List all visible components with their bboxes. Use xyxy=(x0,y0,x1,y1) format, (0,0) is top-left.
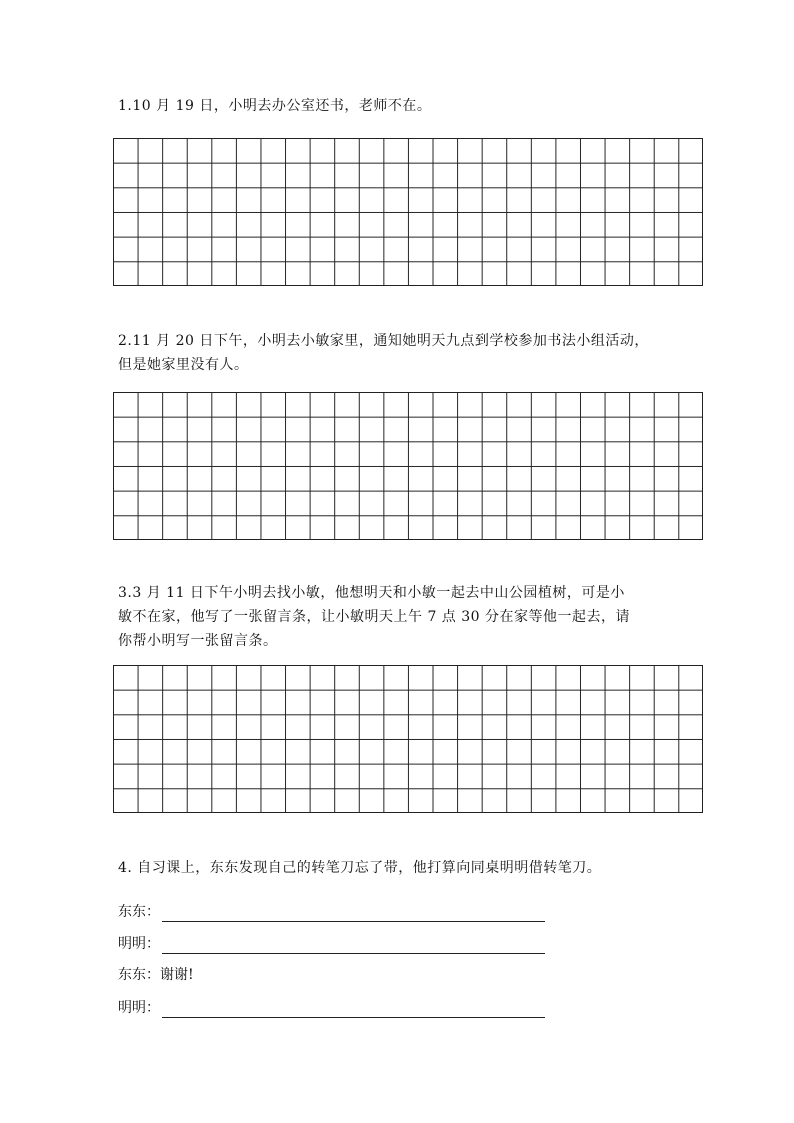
question-3-line-1: 3.3 月 11 日下午小明去找小敏，他想明天和小敏一起去中山公园植树，可是小 xyxy=(118,585,625,601)
speaker-dongdong: 东东： xyxy=(118,904,160,920)
dialogue-row-2 xyxy=(118,934,545,954)
question-2-text xyxy=(118,329,649,377)
dialogue-row-3 xyxy=(118,965,194,985)
answer-line-1[interactable] xyxy=(162,907,545,922)
answer-grid-3[interactable] xyxy=(113,665,703,813)
answer-grid-1[interactable] xyxy=(113,138,703,286)
question-2-line-2: 但是她家里没有人。 xyxy=(118,357,249,373)
answer-line-2[interactable] xyxy=(162,939,545,954)
question-4-text: 4. 自习课上，东东发现自己的转笔刀忘了带，他打算向同桌明明借转笔刀。 xyxy=(118,860,602,876)
question-3-line-3: 你帮小明写一张留言条。 xyxy=(118,633,278,649)
dialogue-row-4 xyxy=(118,998,545,1018)
speaker-mingming: 明明： xyxy=(118,936,160,952)
dialogue-response-thanks: 谢谢! xyxy=(160,967,194,983)
speaker-dongdong: 东东： xyxy=(118,967,160,983)
question-1-text xyxy=(118,94,431,118)
question-1-line-1: 1.10 月 19 日，小明去办公室还书，老师不在。 xyxy=(118,98,432,114)
speaker-mingming: 明明： xyxy=(118,1000,160,1016)
question-2-line-1: 2.11 月 20 日下午，小明去小敏家里，通知她明天九点到学校参加书法小组活动， xyxy=(118,333,649,349)
answer-line-4[interactable] xyxy=(162,1003,545,1018)
question-3-text xyxy=(118,581,630,653)
dialogue-row-1 xyxy=(118,902,545,922)
question-3-line-2: 敏不在家，他写了一张留言条，让小敏明天上午 7 点 30 分在家等他一起去，请 xyxy=(118,609,631,625)
answer-grid-2[interactable] xyxy=(113,392,703,540)
